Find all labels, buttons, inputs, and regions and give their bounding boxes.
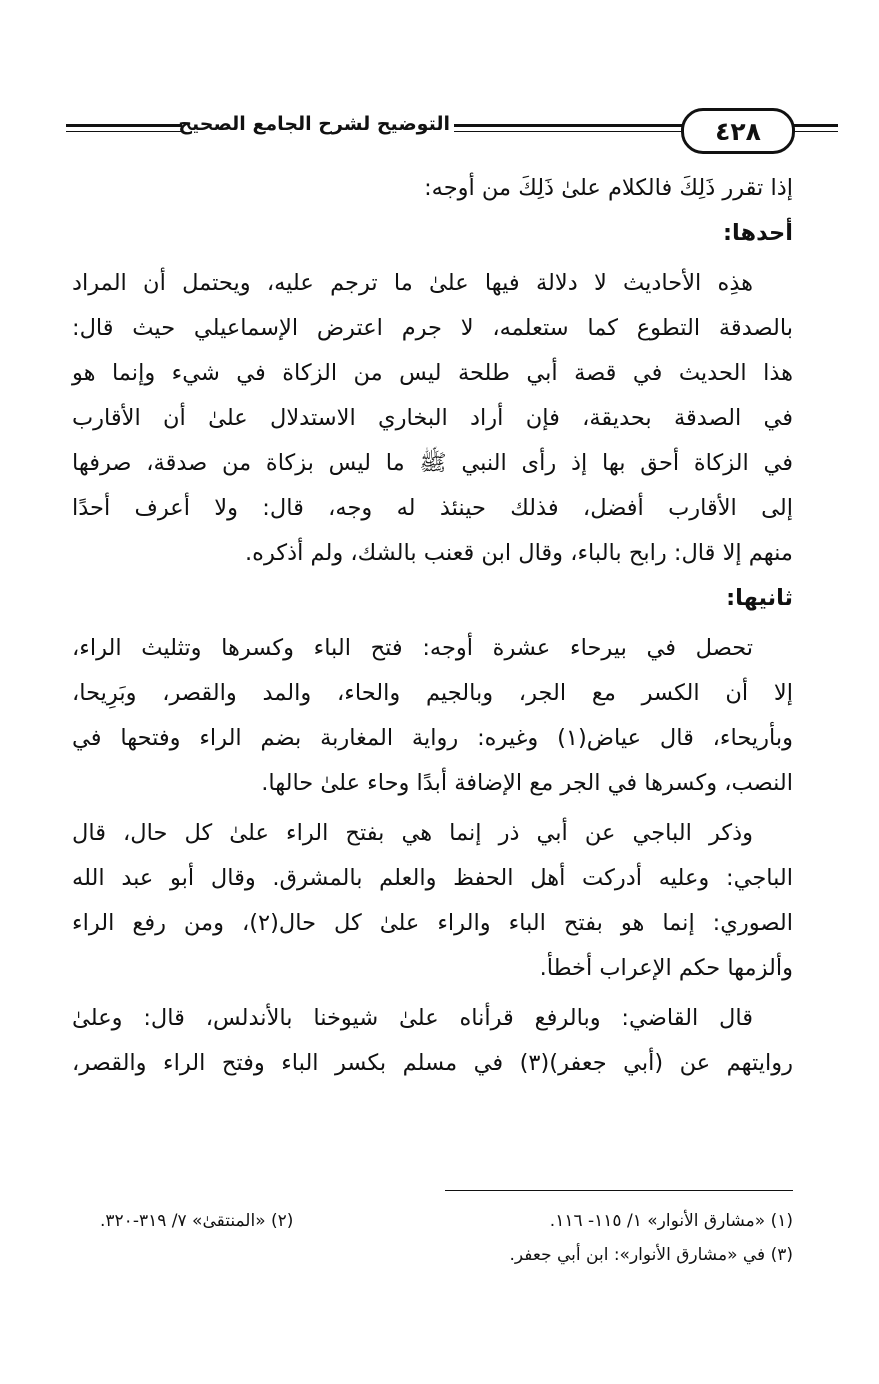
footnote-1: (١) «مشارق الأنوار» ١/ ١١٥- ١١٦. (549, 1211, 793, 1231)
footnotes (100, 1204, 793, 1272)
footnote-2: (٢) «المنتقىٰ» ٧/ ٣١٩-٣٢٠. (100, 1211, 294, 1231)
text-line: هذا الحديث في قصة أبي طلحة ليس من الزكاة في شيء وإنما هو (72, 360, 793, 386)
text-line: الصوري: إنما هو بفتح الباء والراء علىٰ كل حال(٢)، ومن رفع الراء (72, 910, 793, 936)
section-heading: ثانيها: (726, 585, 793, 611)
text-line: وبأريحاء، قال عياض(١) وغيره: رواية المغاربة بضم الراء وفتحها في (72, 725, 793, 751)
section-heading: أحدها: (723, 220, 793, 246)
text-line: تحصل في بيرحاء عشرة أوجه: فتح الباء وكسرها وتثليث الراء، (72, 635, 753, 661)
text-line: منهم إلا قال: رابح بالباء، وقال ابن قعنب بالشك، ولم أذكره. (245, 540, 793, 566)
header-rule-right (792, 124, 838, 132)
text-line: قال القاضي: وبالرفع قرأناه علىٰ شيوخنا بالأندلس، قال: وعلىٰ (72, 1005, 753, 1031)
text-line: النصب، وكسرها في الجر مع الإضافة أبدًا وحاء علىٰ حالها. (261, 770, 793, 796)
main-text (72, 166, 793, 1086)
text-line: الباجي: وعليه أدركت أهل الحفظ والعلم بالمشرق. وقال أبو عبد الله (72, 865, 793, 891)
text-line: في الزكاة أحق بها إذ رأى النبي ﷺ ما ليس بزكاة من صدقة، صرفها (72, 450, 793, 476)
text-line: في الصدقة بحديقة، فإن أراد البخاري الاستدلال علىٰ أن الأقارب (72, 405, 793, 431)
header-rule-left (66, 124, 182, 132)
text-line: إلى الأقارب أفضل، فذلك حينئذ له وجه، قال: ولا أعرف أحدًا (72, 495, 793, 521)
page-number: ٤٢٨ (681, 108, 795, 154)
running-title: التوضيح لشرح الجامع الصحيح (178, 113, 450, 135)
text-line: إلا أن الكسر مع الجر، وبالجيم والحاء، والمد والقصر، وبَرِيحا، (72, 680, 793, 706)
text-line: هذِه الأحاديث لا دلالة فيها علىٰ ما ترجم عليه، ويحتمل أن المراد (72, 270, 753, 296)
footnote-separator (445, 1190, 793, 1191)
text-line: وذكر الباجي عن أبي ذر إنما هي بفتح الراء علىٰ كل حال، قال (72, 820, 753, 846)
text-line: إذا تقرر ذَلِكَ فالكلام علىٰ ذَلِكَ من أوجه: (424, 175, 793, 201)
page-header (60, 100, 800, 156)
footnote-3: (٣) في «مشارق الأنوار»: ابن أبي جعفر. (509, 1245, 793, 1265)
text-line: روايتهم عن (أبي جعفر)(٣) في مسلم بكسر الباء وفتح الراء والقصر، (72, 1050, 793, 1076)
text-line: بالصدقة التطوع كما ستعلمه، لا جرم اعترض الإسماعيلي حيث قال: (72, 315, 793, 341)
text-line: وألزمها حكم الإعراب أخطأ. (539, 955, 793, 981)
